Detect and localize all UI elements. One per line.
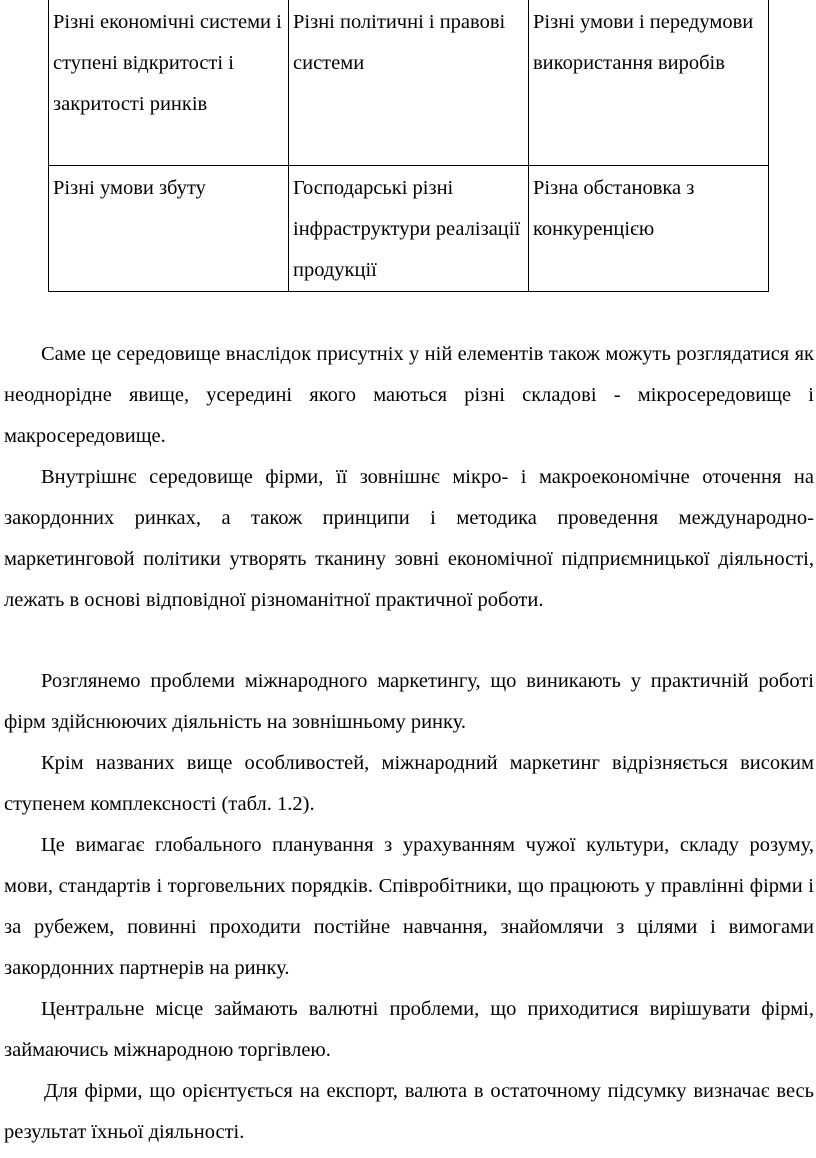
paragraph: Центральне місце займають валютні проблеми, що приходитися вирішувати фірмі, займаючись міжнародною торгівлею.	[4, 998, 814, 1061]
table-cell: Різні політичні і правові системи	[289, 0, 529, 166]
paragraph: Розглянемо проблеми міжнародного маркетингу, що виникають у практичній роботі фірм здійснюючих діяльність на зовнішньому ринку.	[4, 670, 814, 733]
paragraph: Внутрішнє середовище фірми, її зовнішнє мікро- і макроекономічне оточення на закордонних ринках, а також принципи і методика проведення международно-маркетинговой політики утворять тканину зовні економічної підприємницької діяльності, лежать в основі відповідної різноманітної практичної роботи.	[4, 466, 814, 611]
table-row	[49, 0, 769, 166]
paragraph: Для фірми, що орієнтується на експорт, валюта в остаточному підсумку визначає весь результат їхньої діяльності.	[4, 1080, 814, 1143]
table-cell: Господарські різні інфраструктури реалізації продукції	[289, 166, 529, 292]
paragraph: Саме це середовище внаслідок присутніх у ній елементів також можуть розглядатися як неоднорідне явище, усередині якого маються різні складові - мікросередовище і макросередовище.	[4, 343, 814, 447]
table-cell: Різні умови збуту	[49, 166, 289, 292]
table-cell: Різні умови і передумови використання виробів	[529, 0, 769, 166]
paragraph: Це вимагає глобального планування з урахуванням чужої культури, складу розуму, мови, стандартів і торговельних порядків. Співробітники, що працюють у правлінні фірми і за рубежем, повинні проходити постійне навчання, знайомлячи з цілями і вимогами закордонних партнерів на ринку.	[4, 834, 814, 979]
paragraph: Крім названих вище особливостей, міжнародний маркетинг відрізняється високим ступенем комплексності (табл. 1.2).	[4, 752, 814, 815]
conditions-table	[48, 0, 769, 292]
table-cell: Різна обстановка з конкуренцією	[529, 166, 769, 292]
table-row	[49, 166, 769, 292]
table-cell: Різні економічні системи і ступені відкритості і закритості ринків	[49, 0, 289, 166]
